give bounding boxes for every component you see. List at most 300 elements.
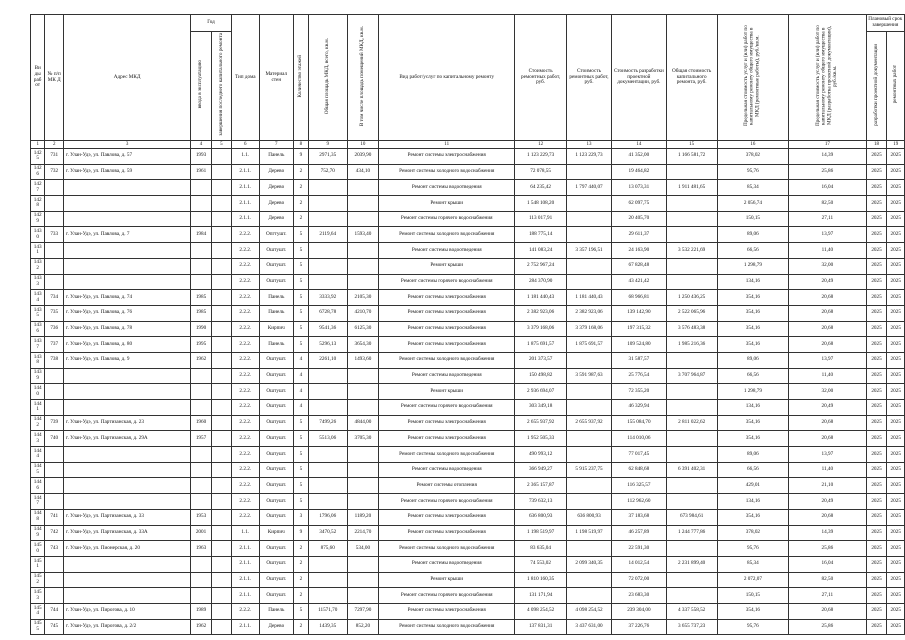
row-wall-material: Оштушт. (259, 572, 293, 588)
header-god-vvod: ввода в эксплуатацию (191, 32, 212, 141)
row-year-built: 1985 (191, 305, 212, 321)
row-cost-overall (666, 352, 717, 368)
row-cost-repair: 1 548 108,20 (515, 196, 567, 212)
row-house-type: 2.1.1. (231, 180, 259, 196)
row-limit-repair: 429,01 (717, 478, 789, 494)
row-floors: 2 (293, 164, 308, 180)
row-address: г. Улан-Удэ, ул. Пирогова, д. 2/2 (64, 619, 191, 635)
row-plan-repair: 2025 (887, 274, 905, 290)
row-area-total (308, 211, 347, 227)
row-house-type: 2.2.2. (231, 447, 259, 463)
row-plan-project: 2025 (866, 478, 887, 494)
row-cost-project: 72 355,20 (612, 384, 667, 400)
table-row (31, 525, 905, 541)
row-cost-repair: 3 379 168,06 (515, 321, 567, 337)
row-floors: 3 (293, 509, 308, 525)
row-floors: 4 (293, 352, 308, 368)
table-row (31, 243, 905, 259)
row-mkd-number (45, 180, 64, 196)
row-vid: 144 8 (31, 509, 45, 525)
row-house-type: 2.2.2. (231, 321, 259, 337)
row-year-built: 1953 (191, 509, 212, 525)
row-cost-repair-total (567, 196, 612, 212)
row-cost-overall (666, 196, 717, 212)
row-plan-repair: 2025 (887, 149, 905, 165)
row-cost-repair: 1 810 160,35 (515, 572, 567, 588)
row-cost-overall: 1 166 581,72 (666, 149, 717, 165)
header-num: № п/п МК Д (45, 15, 64, 141)
row-cost-repair: 150 498,82 (515, 368, 567, 384)
row-house-type: 2.1.1. (231, 211, 259, 227)
row-year-repair (211, 290, 231, 306)
row-house-type: 2.2.2. (231, 243, 259, 259)
row-plan-repair: 2025 (887, 431, 905, 447)
row-limit-repair: 354,16 (717, 337, 789, 353)
row-year-built (191, 274, 212, 290)
row-wall-material: Панель (259, 290, 293, 306)
row-work-type: Ремонт системы электроснабжения (379, 525, 515, 541)
row-cost-repair-total (567, 258, 612, 274)
row-area-total (308, 196, 347, 212)
row-year-repair (211, 227, 231, 243)
row-cost-repair-total (567, 227, 612, 243)
row-year-built (191, 462, 212, 478)
row-house-type: 2.2.2. (231, 227, 259, 243)
row-vid: 143 6 (31, 321, 45, 337)
row-cost-project: 109 524,80 (612, 337, 667, 353)
row-area-living (347, 572, 379, 588)
row-house-type: 2.1.1. (231, 588, 259, 604)
row-mkd-number: 744 (45, 603, 64, 619)
row-cost-repair: 64 235,42 (515, 180, 567, 196)
row-plan-project: 2025 (866, 149, 887, 165)
row-year-repair (211, 243, 231, 259)
row-floors: 2 (293, 572, 308, 588)
row-area-total: 875,60 (308, 541, 347, 557)
row-address (64, 368, 191, 384)
row-area-living (347, 180, 379, 196)
row-cost-repair: 2 936 694,07 (515, 384, 567, 400)
row-address (64, 462, 191, 478)
row-work-type: Ремонт системы отопления (379, 478, 515, 494)
row-limit-project: 27,11 (789, 211, 866, 227)
table-row (31, 180, 905, 196)
row-cost-repair-total: 5 915 237,75 (567, 462, 612, 478)
row-plan-repair: 2025 (887, 572, 905, 588)
row-cost-repair: 83 635,04 (515, 541, 567, 557)
row-work-type: Ремонт системы холодного водоснабжения (379, 227, 515, 243)
row-limit-repair: 95,76 (717, 619, 789, 635)
row-plan-repair: 2025 (887, 196, 905, 212)
row-area-living: 1493,60 (347, 352, 379, 368)
row-year-built (191, 384, 212, 400)
row-year-repair (211, 509, 231, 525)
row-area-total (308, 556, 347, 572)
row-cost-repair: 490 993,12 (515, 447, 567, 463)
row-address (64, 572, 191, 588)
row-cost-repair-total (567, 478, 612, 494)
row-wall-material: Дерево (259, 180, 293, 196)
row-cost-project: 62 848,68 (612, 462, 667, 478)
row-limit-repair: 66,56 (717, 368, 789, 384)
row-cost-repair: 2 655 937,92 (515, 415, 567, 431)
row-work-type: Ремонт системы электроснабжения (379, 321, 515, 337)
row-cost-project: 68 966,81 (612, 290, 667, 306)
header-vid: Ви ды раб от (31, 15, 45, 141)
row-mkd-number (45, 572, 64, 588)
row-cost-repair-total (567, 447, 612, 463)
row-plan-project: 2025 (866, 196, 887, 212)
row-vid: 143 3 (31, 274, 45, 290)
row-floors: 2 (293, 619, 308, 635)
row-floors: 2 (293, 196, 308, 212)
row-wall-material: Дерево (259, 164, 293, 180)
header-limit2: Предельная стоимость услуг и (или) работ по капитальному ремонту общего имущества в МКД (разработка проектной документации), руб./кв.м. (789, 15, 866, 141)
row-cost-overall (666, 258, 717, 274)
row-limit-project: 32,00 (789, 384, 866, 400)
row-limit-repair: 354,16 (717, 305, 789, 321)
row-limit-repair: 150,15 (717, 211, 789, 227)
row-mkd-number: 736 (45, 321, 64, 337)
row-house-type: 2.1.1. (231, 196, 259, 212)
row-plan-project: 2025 (866, 243, 887, 259)
row-limit-repair: 2 072,07 (717, 572, 789, 588)
table-row (31, 352, 905, 368)
row-area-total: 6728,78 (308, 305, 347, 321)
row-mkd-number (45, 400, 64, 416)
row-cost-overall (666, 588, 717, 604)
row-plan-project: 2025 (866, 258, 887, 274)
row-wall-material: Дерево (259, 619, 293, 635)
row-year-repair (211, 164, 231, 180)
row-cost-project: 13 073,31 (612, 180, 667, 196)
row-year-repair (211, 337, 231, 353)
row-limit-project: 20,68 (789, 431, 866, 447)
row-vid: 144 1 (31, 400, 45, 416)
row-year-repair (211, 431, 231, 447)
row-wall-material: Оштушт. (259, 368, 293, 384)
table-row (31, 337, 905, 353)
row-year-built: 1990 (191, 321, 212, 337)
row-plan-repair: 2025 (887, 164, 905, 180)
row-vid: 145 3 (31, 588, 45, 604)
row-cost-repair-total: 1 198 519,97 (567, 525, 612, 541)
row-floors: 5 (293, 321, 308, 337)
column-number: 7 (259, 141, 293, 149)
row-mkd-number (45, 384, 64, 400)
row-wall-material: Опгтушт. (259, 227, 293, 243)
row-mkd-number: 734 (45, 290, 64, 306)
row-area-total (308, 588, 347, 604)
row-plan-project: 2025 (866, 290, 887, 306)
row-address: г. Улан-Удэ, ул. Павлова, д. 76 (64, 305, 191, 321)
table-row (31, 478, 905, 494)
row-floors: 2 (293, 541, 308, 557)
row-cost-repair: 284 370,90 (515, 274, 567, 290)
header-cost-proj: Стоимость разработки проектной документации, руб. (612, 15, 667, 141)
row-limit-project: 16,04 (789, 556, 866, 572)
row-plan-repair: 2025 (887, 211, 905, 227)
row-vid: 144 0 (31, 384, 45, 400)
row-year-repair (211, 352, 231, 368)
row-area-living: 6125,30 (347, 321, 379, 337)
row-cost-repair: 72 078,55 (515, 164, 567, 180)
row-plan-repair: 2025 (887, 509, 905, 525)
row-limit-project: 20,68 (789, 321, 866, 337)
row-house-type: 2.2.2. (231, 415, 259, 431)
row-plan-project: 2025 (866, 572, 887, 588)
row-area-total: 1439,35 (308, 619, 347, 635)
row-house-type: 1.1. (231, 525, 259, 541)
row-area-living (347, 556, 379, 572)
row-year-repair (211, 321, 231, 337)
row-plan-project: 2025 (866, 415, 887, 431)
row-cost-repair: 303 349,18 (515, 400, 567, 416)
row-area-living: 4844,00 (347, 415, 379, 431)
row-plan-project: 2025 (866, 494, 887, 510)
header-cost-total: Общая стоимость капитального ремонта, руб. (666, 15, 717, 141)
row-vid: 145 2 (31, 572, 45, 588)
row-cost-repair-total: 1 181 440,43 (567, 290, 612, 306)
row-cost-overall (666, 494, 717, 510)
row-floors: 4 (293, 368, 308, 384)
row-plan-project: 2025 (866, 541, 887, 557)
row-cost-project: 139 142,90 (612, 305, 667, 321)
row-house-type: 2.2.2. (231, 603, 259, 619)
row-limit-repair: 1 298,79 (717, 384, 789, 400)
row-plan-repair: 2025 (887, 227, 905, 243)
row-cost-repair: 366 949,27 (515, 462, 567, 478)
row-cost-overall: 3 576 483,38 (666, 321, 717, 337)
row-area-living: 4210,70 (347, 305, 379, 321)
row-plan-repair: 2025 (887, 588, 905, 604)
row-area-total: 752,70 (308, 164, 347, 180)
row-mkd-number: 745 (45, 619, 64, 635)
row-limit-repair: 354,16 (717, 431, 789, 447)
row-mkd-number: 742 (45, 525, 64, 541)
row-year-repair (211, 149, 231, 165)
row-limit-project: 82,50 (789, 196, 866, 212)
row-wall-material: Оштушт. (259, 494, 293, 510)
header-limit1: Предельная стоимость услуг и (или) работ по капитальному ремонту общего имущества в МКД (ремонтные работы), руб./кв.м. (717, 15, 789, 141)
row-wall-material: Оштушт. (259, 541, 293, 557)
row-floors: 4 (293, 400, 308, 416)
row-cost-project: 46 329,94 (612, 400, 667, 416)
row-area-total (308, 462, 347, 478)
column-number: 18 (866, 141, 887, 149)
row-address: г. Улан-Удэ, ул. Павлова, д. 7 (64, 227, 191, 243)
row-plan-repair: 2025 (887, 462, 905, 478)
column-number: 17 (789, 141, 866, 149)
row-wall-material: Панель (259, 149, 293, 165)
row-cost-repair-total (567, 274, 612, 290)
row-wall-material: Оштушт. (259, 400, 293, 416)
table-row (31, 149, 905, 165)
row-limit-repair: 354,16 (717, 509, 789, 525)
row-vid: 144 7 (31, 494, 45, 510)
row-cost-repair-total: 1 875 691,57 (567, 337, 612, 353)
row-cost-overall: 2 522 065,96 (666, 305, 717, 321)
row-address: г. Улан-Удэ, ул. Партизанская, д. 23 (64, 415, 191, 431)
column-number: 4 (191, 141, 212, 149)
column-number: 8 (293, 141, 308, 149)
row-plan-project: 2025 (866, 164, 887, 180)
row-cost-repair-total (567, 494, 612, 510)
table-row (31, 400, 905, 416)
row-area-living: 3705,30 (347, 431, 379, 447)
row-vid: 144 2 (31, 415, 45, 431)
header-god: Год (191, 15, 232, 32)
row-wall-material: Оштушт. (259, 462, 293, 478)
row-work-type: Ремонт системы горячего водоснабжения (379, 400, 515, 416)
row-house-type: 2.2.2. (231, 274, 259, 290)
row-wall-material: Оштушт. (259, 431, 293, 447)
table-row (31, 368, 905, 384)
row-floors: 5 (293, 494, 308, 510)
row-address (64, 494, 191, 510)
row-plan-project: 2025 (866, 227, 887, 243)
row-plan-project: 2025 (866, 588, 887, 604)
row-address (64, 180, 191, 196)
row-area-total: 5513,06 (308, 431, 347, 447)
row-cost-repair: 4 098 254,52 (515, 603, 567, 619)
row-limit-project: 20,68 (789, 415, 866, 431)
row-limit-project: 20,68 (789, 290, 866, 306)
row-mkd-number (45, 211, 64, 227)
row-floors: 5 (293, 243, 308, 259)
row-area-living: 1593,40 (347, 227, 379, 243)
row-area-total: 5296,13 (308, 337, 347, 353)
row-limit-repair: 85,34 (717, 180, 789, 196)
row-area-living: 534,00 (347, 541, 379, 557)
row-plan-project: 2025 (866, 337, 887, 353)
row-house-type: 2.1.1. (231, 164, 259, 180)
row-cost-project: 114 010,06 (612, 431, 667, 447)
row-work-type: Ремонт системы электроснабжения (379, 509, 515, 525)
row-cost-repair: 141 083,24 (515, 243, 567, 259)
row-limit-project: 16,04 (789, 180, 866, 196)
row-wall-material: Панель (259, 603, 293, 619)
row-cost-project: 62 097,75 (612, 196, 667, 212)
row-plan-project: 2025 (866, 431, 887, 447)
row-plan-repair: 2025 (887, 180, 905, 196)
row-cost-overall (666, 478, 717, 494)
row-cost-repair: 1 198 519,97 (515, 525, 567, 541)
row-limit-project: 82,50 (789, 572, 866, 588)
row-address: г. Улан-Удэ, ул. Павлова, д. 9 (64, 352, 191, 368)
row-vid: 143 1 (31, 243, 45, 259)
row-cost-project: 239 304,00 (612, 603, 667, 619)
row-limit-repair: 134,16 (717, 400, 789, 416)
row-house-type: 1.1. (231, 149, 259, 165)
table-row (31, 384, 905, 400)
row-limit-project: 25,86 (789, 164, 866, 180)
table-row (31, 227, 905, 243)
row-work-type: Ремонт системы холодного водоснабжения (379, 164, 515, 180)
row-cost-project: 20 405,70 (612, 211, 667, 227)
row-vid: 143 7 (31, 337, 45, 353)
row-area-living (347, 588, 379, 604)
row-cost-repair: 2 752 967,24 (515, 258, 567, 274)
table-row (31, 290, 905, 306)
row-wall-material: Кирпич (259, 525, 293, 541)
row-cost-repair-total: 636 800,93 (567, 509, 612, 525)
row-cost-overall: 673 984,61 (666, 509, 717, 525)
row-house-type: 2.1.1. (231, 541, 259, 557)
row-vid: 145 0 (31, 541, 45, 557)
row-cost-project: 46 257,89 (612, 525, 667, 541)
row-area-total: 1796,06 (308, 509, 347, 525)
table-row (31, 211, 905, 227)
row-work-type: Ремонт системы электроснабжения (379, 149, 515, 165)
row-year-repair (211, 258, 231, 274)
row-limit-repair: 354,16 (717, 603, 789, 619)
row-year-repair (211, 274, 231, 290)
row-cost-repair: 201 373,57 (515, 352, 567, 368)
row-work-type: Ремонт системы холодного водоснабжения (379, 447, 515, 463)
header-plan-rem: ремонтных работ (887, 32, 905, 141)
row-address: г. Улан-Удэ, ул. Партизанская, д. 33 (64, 509, 191, 525)
row-cost-overall (666, 274, 717, 290)
row-limit-project: 14,39 (789, 525, 866, 541)
row-floors: 4 (293, 384, 308, 400)
row-area-total: 2119,64 (308, 227, 347, 243)
row-work-type: Ремонт крыши (379, 258, 515, 274)
row-area-living (347, 384, 379, 400)
row-limit-repair: 1 298,79 (717, 258, 789, 274)
table-row (31, 494, 905, 510)
row-plan-project: 2025 (866, 603, 887, 619)
column-number: 14 (612, 141, 667, 149)
row-year-built: 1962 (191, 619, 212, 635)
row-year-built (191, 588, 212, 604)
row-area-living: 1189,20 (347, 509, 379, 525)
row-address (64, 274, 191, 290)
row-address (64, 196, 191, 212)
row-work-type: Ремонт системы электроснабжения (379, 431, 515, 447)
row-mkd-number: 733 (45, 227, 64, 243)
row-plan-project: 2025 (866, 400, 887, 416)
row-limit-repair: 150,15 (717, 588, 789, 604)
row-work-type: Ремонт системы водоотведения (379, 180, 515, 196)
row-vid: 143 0 (31, 227, 45, 243)
row-plan-project: 2025 (866, 211, 887, 227)
row-mkd-number: 743 (45, 541, 64, 557)
row-address (64, 211, 191, 227)
row-plan-project: 2025 (866, 274, 887, 290)
row-area-total (308, 478, 347, 494)
row-floors: 5 (293, 478, 308, 494)
row-area-living: 2105,30 (347, 290, 379, 306)
row-cost-project: 155 084,70 (612, 415, 667, 431)
row-plan-repair: 2025 (887, 321, 905, 337)
row-year-built (191, 572, 212, 588)
column-number: 3 (64, 141, 191, 149)
row-limit-project: 11,40 (789, 243, 866, 259)
row-cost-repair: 2 382 923,06 (515, 305, 567, 321)
row-plan-repair: 2025 (887, 541, 905, 557)
row-plan-project: 2025 (866, 352, 887, 368)
row-mkd-number (45, 447, 64, 463)
row-floors: 5 (293, 337, 308, 353)
header-cost-rem: Стоимость ремонтных работ, руб. (515, 15, 567, 141)
row-plan-repair: 2025 (887, 243, 905, 259)
row-address: г. Улан-Удэ, ул. Партизанская, д. 29А (64, 431, 191, 447)
row-mkd-number (45, 478, 64, 494)
row-year-built (191, 494, 212, 510)
row-house-type: 2.2.2. (231, 337, 259, 353)
row-cost-repair-total (567, 211, 612, 227)
